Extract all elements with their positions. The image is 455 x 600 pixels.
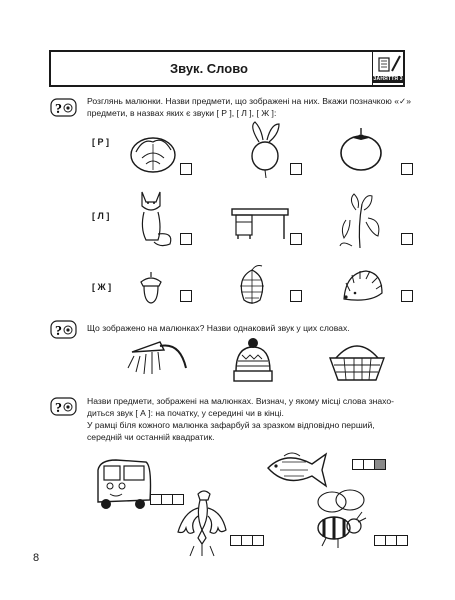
cabbage-icon — [128, 130, 178, 175]
task3-instruction-line2: диться звук [ А ]: на початку, у середині чи в кінці. — [87, 408, 284, 418]
desk-icon — [230, 205, 292, 243]
task3-instruction-line1: Назви предмети, зображені на малюнках. Визнач, у якому місці слова знахо- — [87, 396, 395, 406]
checkbox-fox[interactable] — [180, 233, 192, 245]
answer-squares-fish — [352, 459, 384, 470]
svg-text:?: ? — [55, 401, 62, 416]
square-last[interactable] — [252, 535, 264, 546]
svg-text:?: ? — [55, 102, 62, 117]
checkbox-acorn[interactable] — [180, 290, 192, 302]
book-pencil-icon — [373, 52, 405, 76]
task3-instruction-line3: У рамці біля кожного малюнка зафарбуй за зразком відповідно перший, — [87, 420, 375, 430]
question-eye-icon — [50, 98, 77, 117]
checkbox-pine-cone[interactable] — [290, 290, 302, 302]
row-label-r: [ Р ] — [92, 137, 109, 147]
page-title: Звук. Слово — [170, 61, 248, 76]
bus-icon — [90, 456, 156, 512]
task1-instruction-line2: предмети, в назвах яких є звуки [ Р ], [ Л ], [ Ж ]: — [87, 108, 277, 118]
fish-icon — [262, 448, 330, 490]
svg-text:?: ? — [55, 324, 62, 339]
checkbox-tomato[interactable] — [401, 163, 413, 175]
hat-icon — [228, 337, 278, 385]
row-label-l: [ Л ] — [92, 211, 110, 221]
beet-icon — [245, 120, 285, 180]
page-number: 8 — [33, 552, 40, 564]
shower-icon — [120, 338, 190, 386]
checkbox-cabbage[interactable] — [180, 163, 192, 175]
lily-icon — [338, 190, 384, 250]
checkbox-beet[interactable] — [290, 163, 302, 175]
hedgehog-icon — [340, 265, 386, 307]
tomato-icon — [338, 125, 384, 173]
row-label-zh: [ Ж ] — [92, 282, 112, 292]
fox-icon — [130, 188, 174, 250]
answer-squares-bee[interactable] — [374, 535, 406, 546]
bee-icon — [310, 488, 370, 550]
task3-instruction-line4: середній чи останній квадратик. — [87, 432, 215, 442]
task1-instruction-line1: Розглянь малюнки. Назви предмети, що зображені на них. Вкажи позначкою «✓» — [87, 96, 412, 106]
question-eye-icon — [50, 320, 77, 339]
checkbox-desk[interactable] — [290, 233, 302, 245]
lesson-label: ЗАНЯТТЯ 3 — [373, 76, 403, 82]
square-last — [374, 459, 386, 470]
checkbox-lily[interactable] — [401, 233, 413, 245]
square-last[interactable] — [396, 535, 408, 546]
question-eye-icon — [50, 397, 77, 416]
acorn-icon — [138, 270, 164, 306]
task2-instruction: Що зображено на малюнках? Назви однаковий звук у цих словах. — [87, 323, 350, 333]
crayfish-icon — [172, 486, 232, 558]
basket-icon — [326, 338, 388, 384]
answer-squares-crayfish[interactable] — [230, 535, 262, 546]
pine-cone-icon — [232, 264, 272, 308]
checkbox-hedgehog[interactable] — [401, 290, 413, 302]
